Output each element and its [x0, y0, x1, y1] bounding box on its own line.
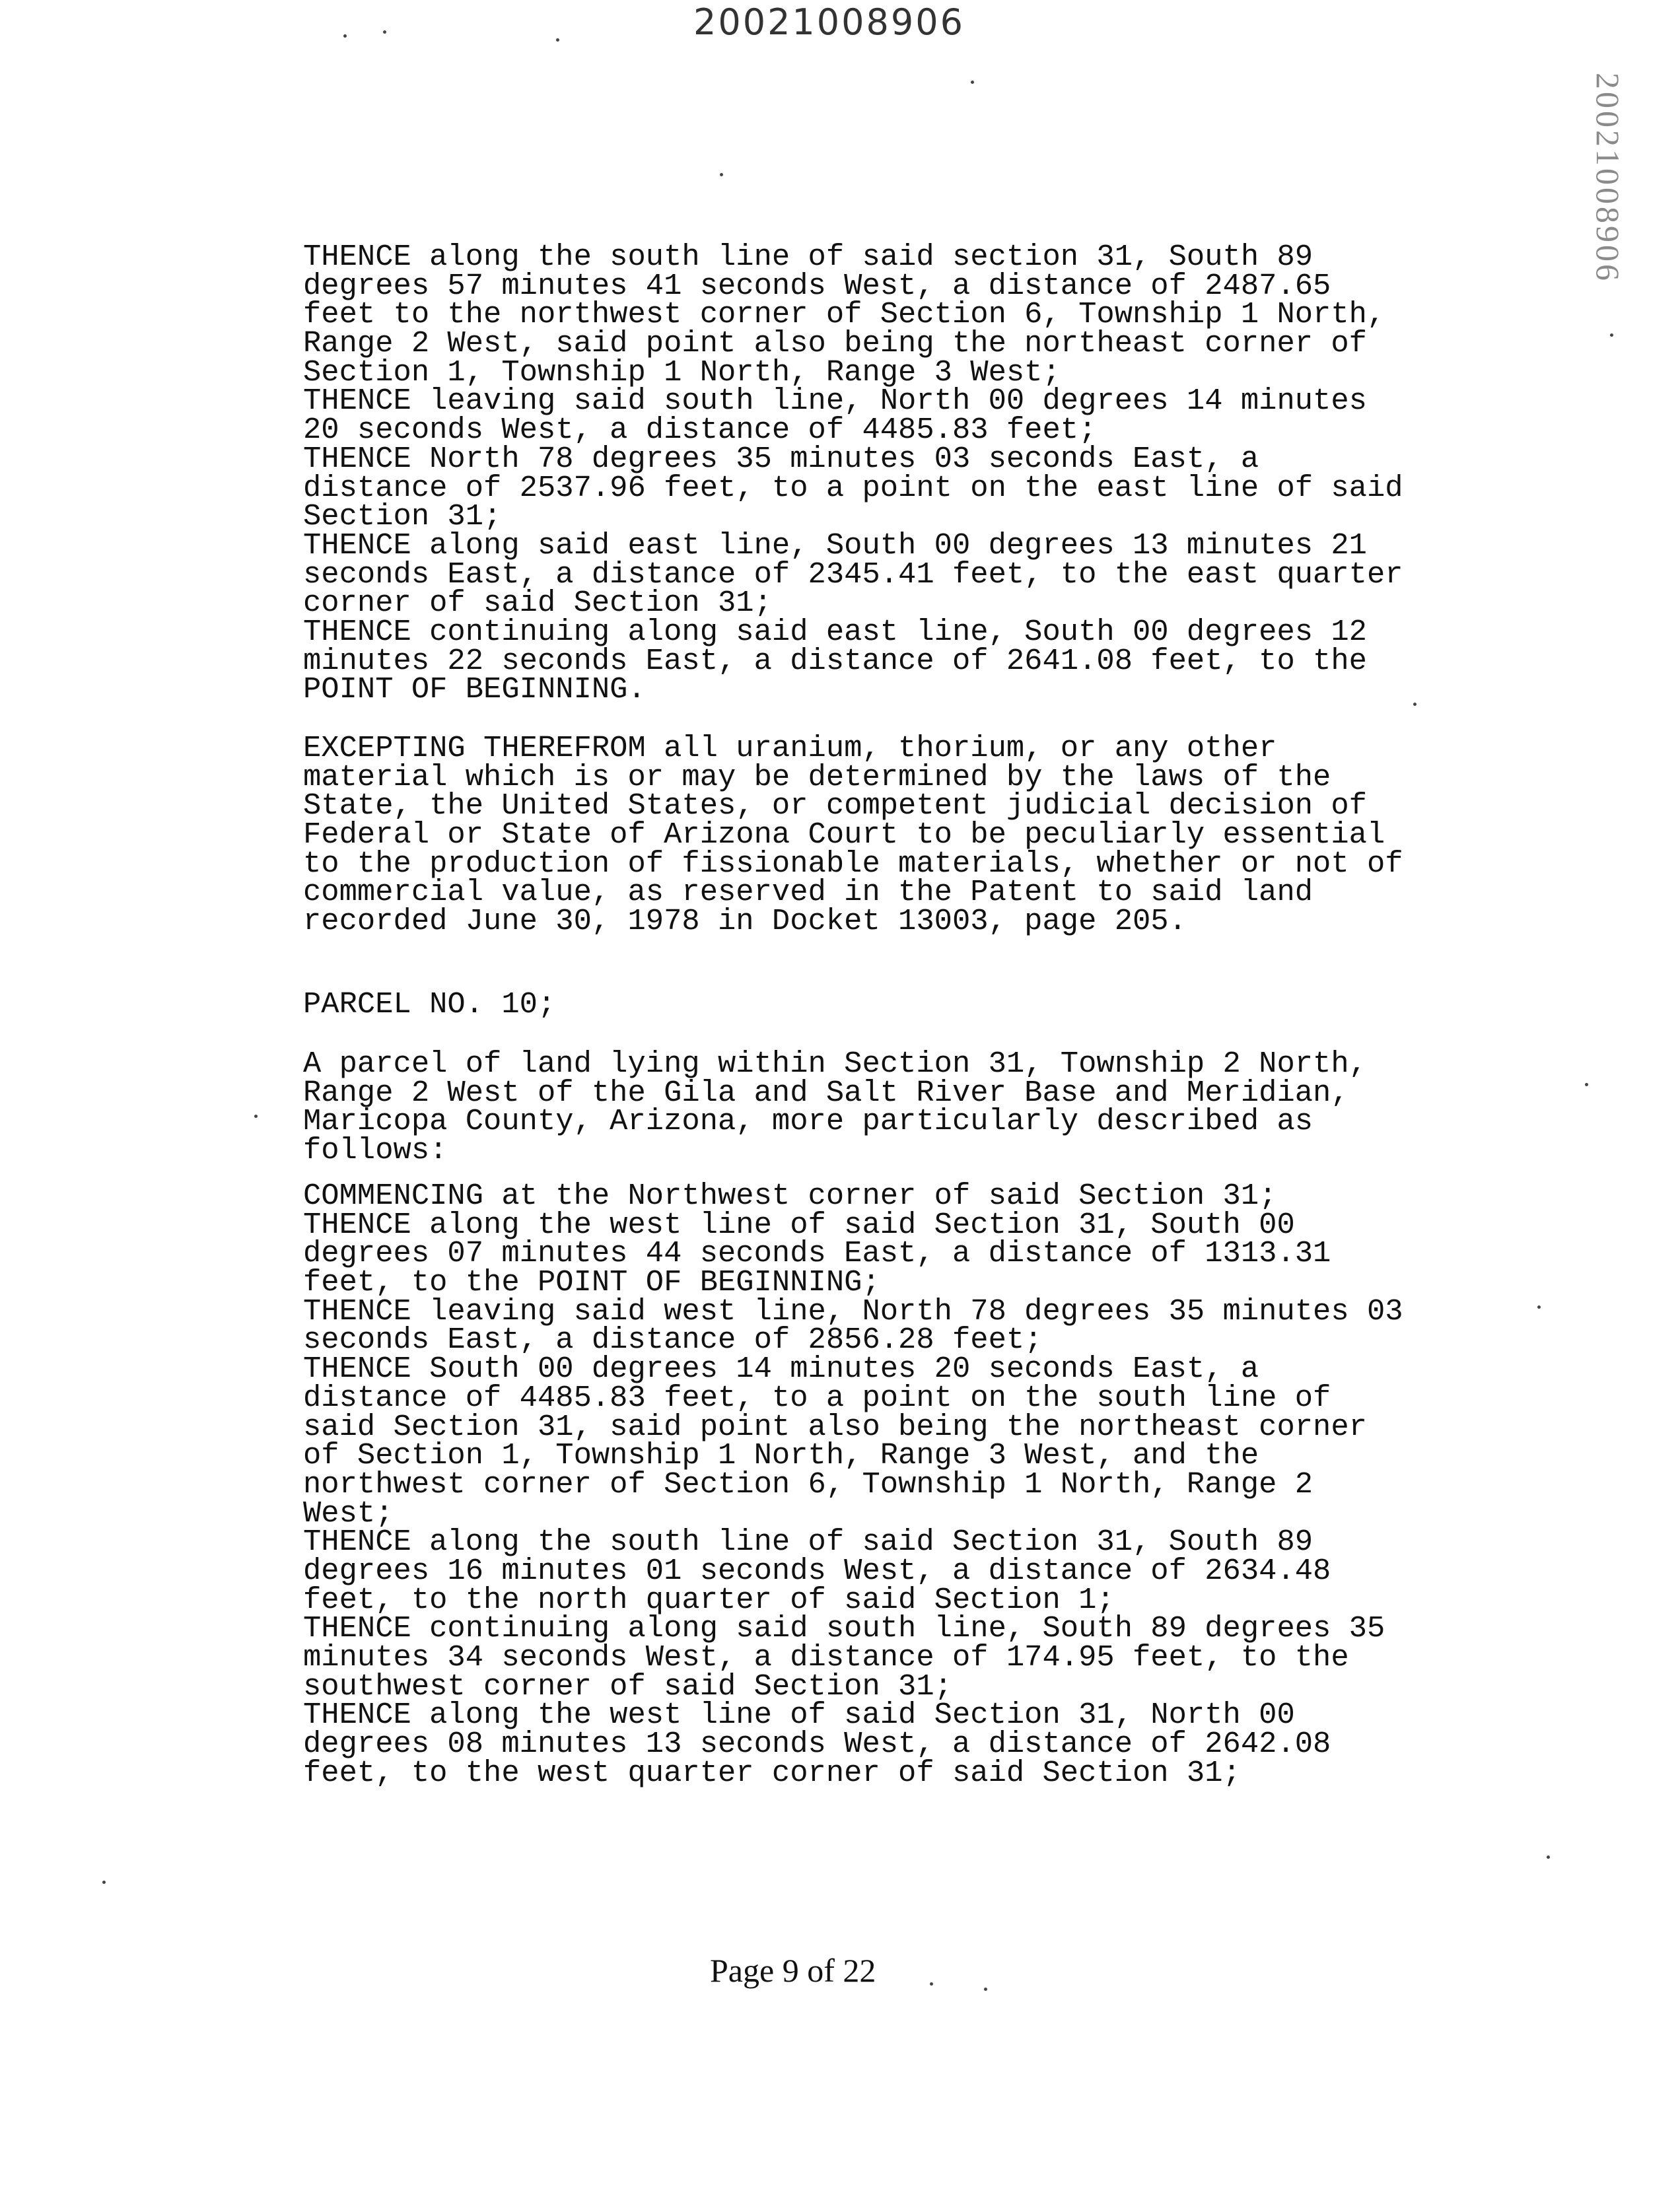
text-line: THENCE leaving said west line, North 78 degrees 35 minutes 03 [303, 1294, 1403, 1329]
text-line: THENCE continuing along said east line, South 00 degrees 12 [303, 614, 1367, 649]
text-line: degrees 07 minutes 44 seconds East, a distance of 1313.31 [303, 1236, 1331, 1271]
text-line: minutes 34 seconds West, a distance of 174.95 feet, to the [303, 1640, 1349, 1675]
text-line: Maricopa County, Arizona, more particularly described as [303, 1104, 1313, 1139]
scan-speck [556, 38, 559, 42]
text-line: Federal or State of Arizona Court to be peculiarly essential [303, 817, 1385, 852]
text-line: feet, to the west quarter corner of said Section 31; [303, 1755, 1241, 1790]
excepting-clause [303, 731, 1531, 939]
scan-speck [971, 81, 974, 84]
text-line: feet, to the POINT OF BEGINNING; [303, 1265, 880, 1300]
scan-speck [720, 173, 723, 176]
text-line: distance of 2537.96 feet, to a point on the east line of said [303, 470, 1403, 505]
text-line: corner of said Section 31; [303, 586, 772, 621]
text-line: commercial value, as reserved in the Patent to said land [303, 875, 1313, 910]
text-line: distance of 4485.83 feet, to a point on the south line of [303, 1380, 1331, 1415]
legal-description-continuation [303, 240, 1531, 707]
scan-speck [102, 1881, 106, 1884]
text-line: seconds East, a distance of 2856.28 feet; [303, 1323, 1043, 1358]
text-line: said Section 31, said point also being the northeast corner [303, 1409, 1367, 1444]
document-number: 20021008906 [693, 1, 965, 43]
scan-speck [1610, 333, 1613, 337]
text-line: feet to the northwest corner of Section 6, Township 1 North, [303, 297, 1385, 332]
text-line: THENCE leaving said south line, North 00 degrees 14 minutes [303, 384, 1367, 419]
text-line: THENCE along said east line, South 00 degrees 13 minutes 21 [303, 528, 1367, 563]
scan-speck [254, 1115, 258, 1118]
text-line: material which is or may be determined by the laws of the [303, 759, 1331, 794]
text-line: THENCE South 00 degrees 14 minutes 20 seconds East, a [303, 1352, 1259, 1387]
scan-speck [383, 30, 386, 34]
text-line: PARCEL NO. 10; [303, 987, 556, 1022]
text-line: POINT OF BEGINNING. [303, 672, 646, 707]
scan-speck [1585, 1083, 1588, 1086]
text-line: follows: [303, 1133, 448, 1168]
text-line: to the production of fissionable materials, whether or not of [303, 846, 1403, 881]
scan-speck [343, 34, 347, 38]
text-line: southwest corner of said Section 31; [303, 1669, 952, 1704]
text-line: degrees 16 minutes 01 seconds West, a distance of 2634.48 [303, 1553, 1331, 1588]
text-line: THENCE along the west line of said Section 31, South 00 [303, 1207, 1295, 1242]
scan-speck [1537, 1305, 1541, 1309]
text-line: THENCE along the south line of said section 31, South 89 [303, 240, 1313, 274]
text-line: recorded June 30, 1978 in Docket 13003, page 205. [303, 904, 1187, 939]
text-line: northwest corner of Section 6, Township 1 North, Range 2 [303, 1467, 1313, 1502]
text-line: State, the United States, or competent judicial decision of [303, 788, 1367, 823]
text-line: degrees 57 minutes 41 seconds West, a distance of 2487.65 [303, 268, 1331, 303]
text-line: EXCEPTING THEREFROM all uranium, thorium, or any other [303, 731, 1277, 765]
text-line: Range 2 West, said point also being the northeast corner of [303, 326, 1367, 361]
text-line: degrees 08 minutes 13 seconds West, a distance of 2642.08 [303, 1727, 1331, 1762]
text-line: THENCE along the west line of said Section 31, North 00 [303, 1698, 1295, 1733]
text-line: West; [303, 1496, 394, 1531]
text-line: THENCE continuing along said south line, South 89 degrees 35 [303, 1611, 1385, 1646]
page-number: Page 9 of 22 [710, 1952, 876, 1989]
parcel-legal-description [303, 1179, 1531, 1790]
text-line: A parcel of land lying within Section 31, Township 2 North, [303, 1047, 1367, 1081]
text-line: 20 seconds West, a distance of 4485.83 feet; [303, 413, 1097, 448]
scan-speck [1547, 1856, 1550, 1859]
scan-speck [984, 1988, 987, 1991]
scan-speck [1413, 703, 1417, 706]
text-line: Section 31; [303, 499, 502, 534]
text-line: COMMENCING at the Northwest corner of said Section 31; [303, 1179, 1277, 1213]
side-stamp: 20021008906 [1590, 73, 1627, 283]
text-line: Range 2 West of the Gila and Salt River Base and Meridian, [303, 1075, 1349, 1110]
text-line: THENCE along the south line of said Section 31, South 89 [303, 1525, 1313, 1560]
text-line: Section 1, Township 1 North, Range 3 West; [303, 355, 1061, 390]
text-line: of Section 1, Township 1 North, Range 3 West, and the [303, 1438, 1259, 1473]
text-line: THENCE North 78 degrees 35 minutes 03 seconds East, a [303, 441, 1259, 476]
parcel-heading [303, 987, 1531, 1022]
text-line: minutes 22 seconds East, a distance of 2641.08 feet, to the [303, 643, 1367, 678]
text-line: seconds East, a distance of 2345.41 feet, to the east quarter [303, 557, 1403, 592]
scan-speck [930, 1982, 933, 1986]
text-line: feet, to the north quarter of said Section 1; [303, 1582, 1115, 1617]
parcel-intro [303, 1047, 1531, 1168]
